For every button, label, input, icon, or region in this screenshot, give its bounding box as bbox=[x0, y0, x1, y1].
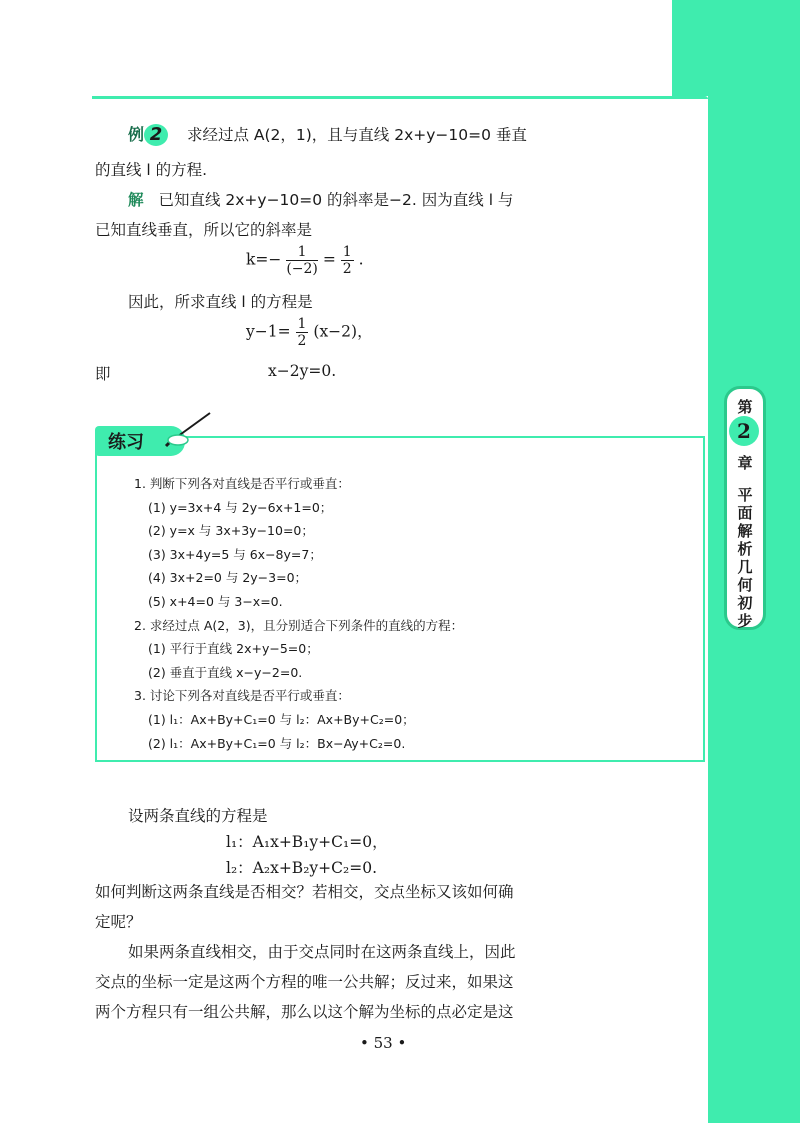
exercise-title: 练习 bbox=[108, 432, 144, 453]
exercise-item: 3. 讨论下列各对直线是否平行或垂直： bbox=[134, 688, 350, 704]
corner-block bbox=[672, 0, 800, 98]
line-equation bbox=[246, 316, 373, 349]
chapter-title-char: 析 bbox=[737, 540, 753, 558]
solution-line1 bbox=[128, 188, 513, 210]
exercise-item: (2) 垂直于直线 x−y−2=0. bbox=[148, 664, 303, 680]
slope-frac1-num: 1 bbox=[286, 244, 318, 261]
chapter-title-char: 步 bbox=[737, 612, 753, 630]
chapter-title-char: 解 bbox=[737, 522, 753, 540]
exercise-item: (3) 3x+4y=5 与 6x−8y=7； bbox=[148, 546, 322, 562]
slope-formula bbox=[246, 244, 364, 277]
equation-prefix: y−1= bbox=[246, 322, 291, 341]
exercise-item: (2) y=x 与 3x+3y−10=0； bbox=[148, 523, 314, 539]
body-p2-line1: 如何判断这两条直线是否相交？若相交，交点坐标又该如何确 bbox=[95, 883, 514, 901]
solution-line2: 已知直线垂直，所以它的斜率是 bbox=[95, 221, 313, 239]
slope-prefix: k=− bbox=[246, 250, 282, 269]
body-p1: 设两条直线的方程是 bbox=[128, 807, 268, 825]
final-equation: x−2y=0. bbox=[268, 362, 337, 380]
example-problem-line2: 的直线 l 的方程. bbox=[95, 161, 208, 179]
equation-frac-den: 2 bbox=[297, 333, 307, 349]
body-p2-line2: 定呢？ bbox=[95, 913, 142, 931]
chapter-title-char: 平 bbox=[737, 486, 753, 504]
slope-frac2 bbox=[341, 244, 354, 277]
slope-frac1-den: (−2) bbox=[286, 261, 318, 277]
exercise-item: (5) x+4=0 与 3−x=0. bbox=[148, 594, 283, 609]
equation-frac-num: 1 bbox=[297, 316, 307, 332]
body-p3-line1: 如果两条直线相交，由于交点同时在这两条直线上，因此 bbox=[128, 943, 516, 961]
exercise-item: (4) 3x+2=0 与 2y−3=0； bbox=[148, 570, 308, 586]
exercise-item: (1) 平行于直线 2x+y−5=0； bbox=[148, 641, 319, 657]
body-eq2: l₂：A₂x+B₂y+C₂=0. bbox=[226, 859, 378, 877]
exercise-item: (1) l₁：Ax+By+C₁=0 与 l₂：Ax+By+C₂=0； bbox=[148, 712, 415, 727]
body-p3-line3: 两个方程只有一组公共解，那么以这个解为坐标的点必定是这 bbox=[95, 1003, 514, 1021]
chapter-title-char: 几 bbox=[737, 558, 753, 576]
equation-suffix: (x−2)， bbox=[313, 322, 373, 341]
body-p3-line2: 交点的坐标一定是这两个方程的唯一公共解；反过来，如果这 bbox=[95, 973, 514, 991]
example-number: 2 bbox=[144, 124, 168, 146]
chapter-number: 2 bbox=[729, 416, 759, 446]
page-number: • 53 • bbox=[360, 1034, 407, 1052]
pen-icon bbox=[158, 410, 214, 450]
chapter-title-char: 何 bbox=[737, 576, 753, 594]
exercise-item: 2. 求经过点 A(2，3)，且分别适合下列条件的直线的方程： bbox=[134, 617, 464, 633]
ji-label: 即 bbox=[95, 365, 111, 383]
chapter-di: 第 bbox=[737, 398, 753, 416]
slope-eq: = bbox=[322, 250, 336, 269]
solution-text1: 已知直线 2x+y−10=0 的斜率是−2. 因为直线 l 与 bbox=[158, 191, 514, 209]
slope-frac1 bbox=[286, 244, 318, 277]
body-eq1: l₁：A₁x+B₁y+C₁=0， bbox=[226, 833, 388, 851]
equation-frac bbox=[296, 316, 309, 349]
slope-end: . bbox=[358, 250, 364, 269]
example-problem-line1: 求经过点 A(2，1)，且与直线 2x+y−10=0 垂直 bbox=[186, 126, 527, 144]
slope-frac2-den: 2 bbox=[342, 261, 352, 277]
solution-line3: 因此，所求直线 l 的方程是 bbox=[128, 293, 313, 311]
example-label: 例 bbox=[128, 125, 145, 144]
top-rule bbox=[92, 96, 708, 99]
exercise-item: 1. 判断下列各对直线是否平行或垂直： bbox=[134, 476, 350, 491]
chapter-title-char: 初 bbox=[737, 594, 753, 612]
chapter-title-char: 面 bbox=[737, 504, 753, 522]
example-heading bbox=[128, 122, 527, 146]
exercise-item: (2) l₁：Ax+By+C₁=0 与 l₂：Bx−Ay+C₂=0. bbox=[148, 735, 406, 751]
chapter-zhang: 章 bbox=[737, 454, 753, 472]
solution-label: 解 bbox=[128, 191, 144, 209]
slope-frac2-num: 1 bbox=[342, 244, 352, 260]
exercise-item: (1) y=3x+4 与 2y−6x+1=0； bbox=[148, 499, 333, 515]
